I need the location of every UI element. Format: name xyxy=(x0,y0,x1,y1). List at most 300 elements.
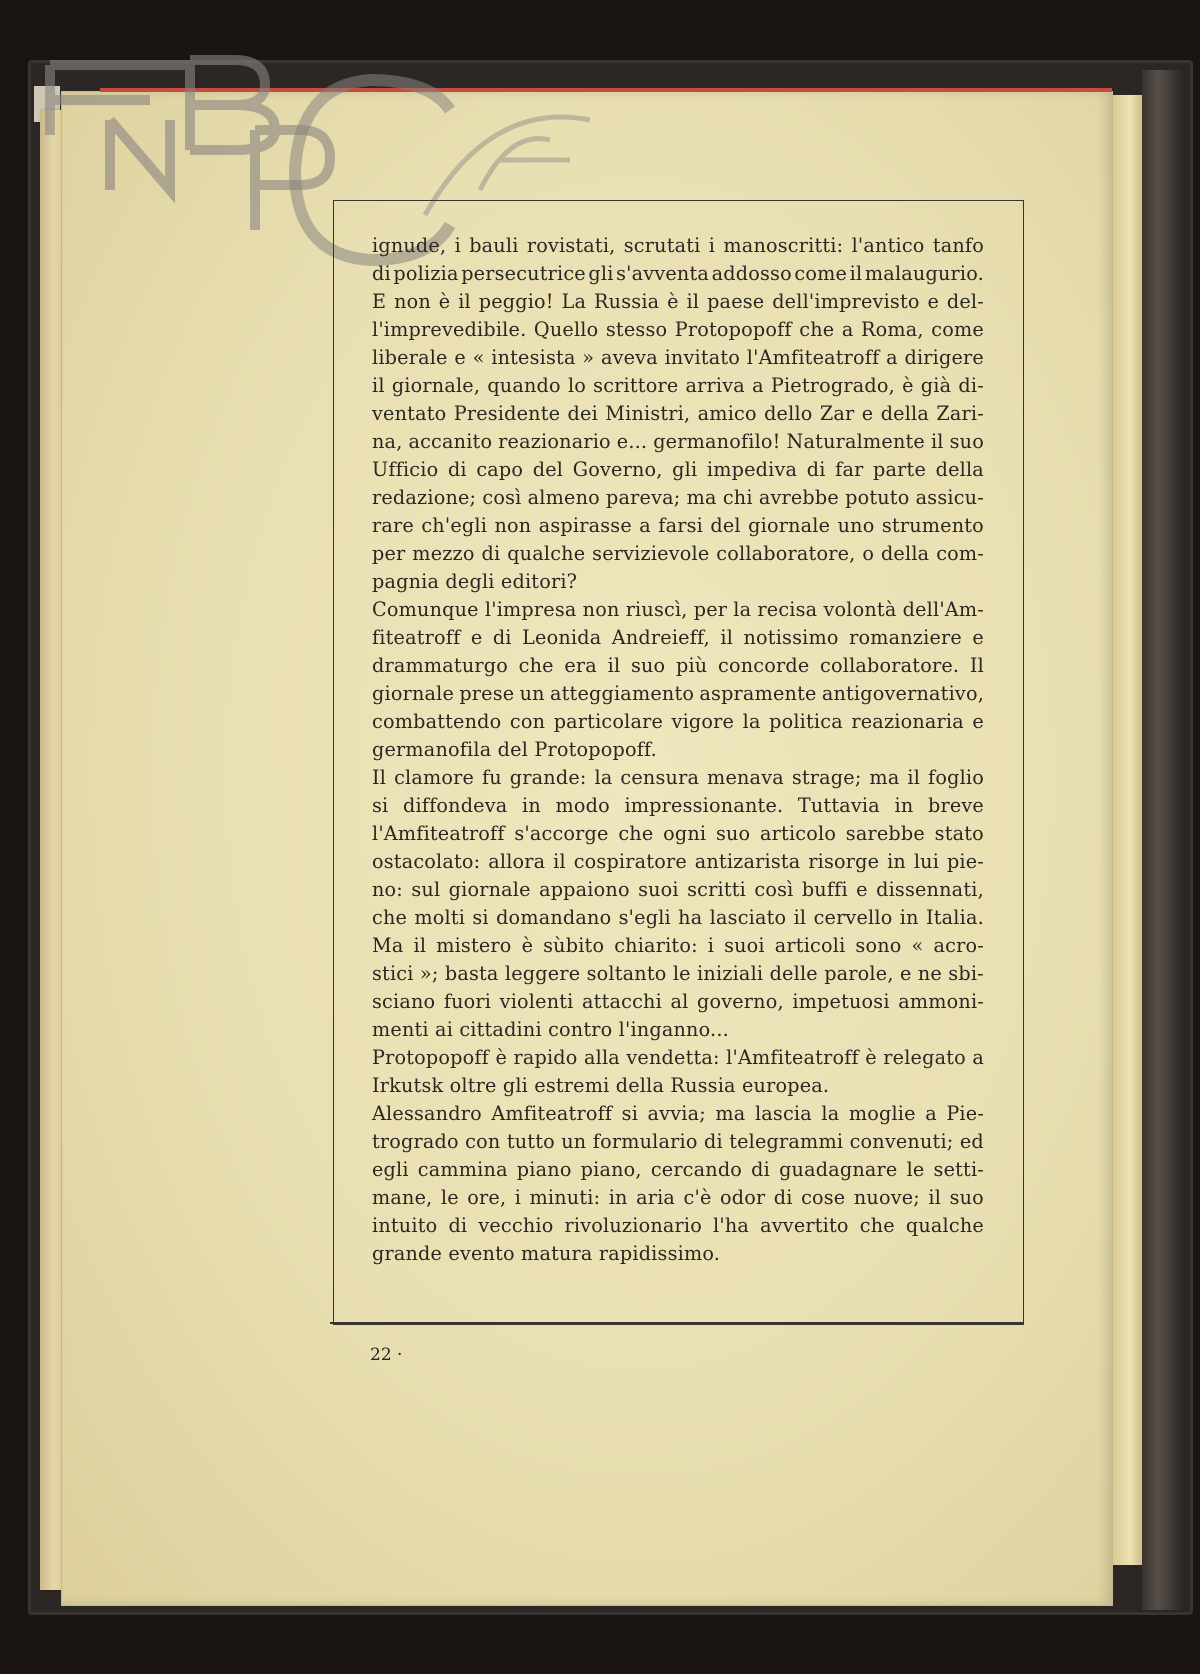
text-word: Quello xyxy=(533,318,599,341)
text-line xyxy=(372,400,984,428)
text-word: alla xyxy=(583,1046,620,1069)
text-word: come xyxy=(794,262,848,285)
text-word: Tuttavia xyxy=(797,794,880,817)
text-word: fiteatroff xyxy=(372,626,461,649)
text-word: l'impresa xyxy=(484,598,577,621)
text-line xyxy=(372,736,984,764)
text-word: i xyxy=(707,934,715,957)
text-word: particolare xyxy=(553,710,664,733)
text-line xyxy=(372,932,984,960)
text-word: con xyxy=(465,1130,501,1153)
text-word: strage; xyxy=(791,766,862,789)
text-word: intuito xyxy=(372,1214,438,1237)
text-word: ma xyxy=(715,1102,746,1125)
text-line xyxy=(372,260,984,288)
text-line xyxy=(372,1212,984,1240)
text-word: Protopopoff xyxy=(674,318,792,341)
text-word: attacchi xyxy=(582,990,662,1013)
text-word: aveva xyxy=(600,346,658,369)
text-word: ma xyxy=(686,486,717,509)
text-line xyxy=(372,764,984,792)
text-word: più xyxy=(675,654,708,677)
text-word: si xyxy=(372,794,389,817)
text-word: dell'imprevisto xyxy=(772,290,920,313)
text-word: ma xyxy=(869,766,900,789)
text-word: in xyxy=(608,1186,628,1209)
text-word: antigovernativo, xyxy=(821,682,984,705)
page-number: 22 · xyxy=(370,1345,403,1365)
text-line xyxy=(372,232,984,260)
text-word: modo xyxy=(555,794,610,817)
text-line xyxy=(372,512,984,540)
text-word: tanfo xyxy=(932,234,984,257)
text-word: chiarito: xyxy=(614,934,698,957)
text-word: suo xyxy=(630,654,666,677)
text-word: il xyxy=(607,654,621,677)
text-line xyxy=(372,904,984,932)
text-line xyxy=(372,876,984,904)
text-word: piano xyxy=(516,1158,572,1181)
text-word: di xyxy=(372,262,391,285)
text-word: » xyxy=(582,346,595,369)
text-word: le xyxy=(906,1158,925,1181)
text-word: potuto xyxy=(845,486,910,509)
text-word: parte xyxy=(873,458,927,481)
text-word: la xyxy=(594,766,613,789)
text-word: del- xyxy=(946,290,984,313)
text-word: politica xyxy=(769,710,843,733)
text-word: s'accorge xyxy=(514,822,609,845)
text-word: malaugurio. xyxy=(864,262,984,285)
text-word: in xyxy=(894,794,914,817)
text-line xyxy=(372,1016,984,1044)
text-word: ed xyxy=(959,1130,984,1153)
text-line xyxy=(372,960,984,988)
text-word: Ma xyxy=(372,934,404,957)
text-word: uno xyxy=(837,514,875,537)
text-word: della xyxy=(880,402,930,425)
text-word: l'antico xyxy=(851,234,925,257)
text-word: così xyxy=(754,878,794,901)
text-word: « xyxy=(911,934,924,957)
text-word: amico xyxy=(697,402,757,425)
text-word: di xyxy=(447,458,467,481)
text-word: Pie- xyxy=(946,1102,984,1125)
text-word: ogni xyxy=(663,822,707,845)
text-word: Comunque xyxy=(372,598,479,621)
text-word: foglio xyxy=(928,766,984,789)
text-line xyxy=(372,1100,984,1128)
text-word: scrutati xyxy=(623,234,701,257)
text-word: lascia xyxy=(754,1102,812,1125)
text-word: paese xyxy=(707,290,765,313)
text-word: a xyxy=(886,346,898,369)
text-line xyxy=(372,792,984,820)
text-line-content: Irkutsk oltre gli estremi della Russia europea. xyxy=(372,1074,830,1097)
text-word: atteggiamento xyxy=(549,682,695,705)
text-word: e xyxy=(927,290,940,313)
text-word: combattendo xyxy=(372,710,502,733)
text-word: lasciato xyxy=(709,906,787,929)
text-word: stici xyxy=(372,962,414,985)
text-word: a xyxy=(841,318,854,341)
text-word: Il xyxy=(969,654,984,677)
text-word: s'avventa xyxy=(616,262,710,285)
text-word: è xyxy=(495,1046,507,1069)
text-line xyxy=(372,596,984,624)
text-word: rapido xyxy=(513,1046,578,1069)
text-word: rovistati, xyxy=(526,234,616,257)
text-line xyxy=(372,456,984,484)
text-word: Pietrogrado, xyxy=(770,374,895,397)
text-word: e xyxy=(972,626,984,649)
text-word: ha xyxy=(678,906,703,929)
text-word: fuori xyxy=(443,990,492,1013)
text-word: c'è xyxy=(683,1186,712,1209)
text-word: lo xyxy=(567,374,587,397)
text-word: germanofilo! xyxy=(653,430,781,453)
text-word: allora xyxy=(488,850,546,873)
frame-bottom-rule xyxy=(330,1322,1023,1324)
text-word: la xyxy=(742,710,761,733)
text-word: Governo, xyxy=(572,458,663,481)
text-word: odor xyxy=(719,1186,766,1209)
text-word: dello xyxy=(764,402,813,425)
text-word: suo xyxy=(949,1186,984,1209)
text-word: con xyxy=(509,710,546,733)
text-word: e... xyxy=(616,430,648,453)
text-word: avvertito xyxy=(760,1214,849,1237)
text-word: il xyxy=(413,934,427,957)
text-line xyxy=(372,428,984,456)
text-word: »; xyxy=(419,962,439,985)
text-word: collaboratore. xyxy=(820,654,960,677)
text-word: l'ha xyxy=(713,1214,750,1237)
text-line xyxy=(372,848,984,876)
text-word: impediva xyxy=(706,458,798,481)
text-word: servizievole xyxy=(592,542,710,565)
text-word: non xyxy=(582,598,620,621)
text-word: non xyxy=(394,290,431,313)
text-word: strumento xyxy=(881,514,984,537)
text-word: è xyxy=(521,934,534,957)
text-word: tutto xyxy=(506,1130,555,1153)
text-word: che xyxy=(799,318,835,341)
text-word: liberale xyxy=(372,346,448,369)
text-word: avrebbe xyxy=(758,486,839,509)
text-word: in xyxy=(522,794,541,817)
text-word: risorge xyxy=(808,850,880,873)
text-word: accanito xyxy=(408,430,493,453)
text-word: persecutrice xyxy=(461,262,586,285)
text-line xyxy=(372,484,984,512)
text-word: governo, xyxy=(696,990,784,1013)
body-text xyxy=(372,232,984,1268)
text-word: acro- xyxy=(933,934,984,957)
text-line xyxy=(372,568,984,596)
text-word: fu xyxy=(482,766,502,789)
text-word: cose xyxy=(801,1186,846,1209)
text-line xyxy=(372,988,984,1016)
text-word: e xyxy=(856,878,868,901)
text-word: ammoni- xyxy=(898,990,984,1013)
text-word: basta xyxy=(444,962,499,985)
text-word: di xyxy=(806,458,826,481)
text-word: bauli xyxy=(469,234,519,257)
text-word: vendetta: xyxy=(626,1046,720,1069)
text-word: è xyxy=(667,290,679,313)
text-word: sbi- xyxy=(948,962,984,985)
text-word: qualche xyxy=(905,1214,984,1237)
text-word: di xyxy=(773,1186,793,1209)
text-word: del xyxy=(710,514,741,537)
text-word: delle xyxy=(769,962,818,985)
text-line xyxy=(372,1128,984,1156)
text-word: che xyxy=(618,822,654,845)
text-word: sul xyxy=(411,878,441,901)
text-word: a xyxy=(925,1102,937,1125)
text-word: telegrammi xyxy=(729,1130,844,1153)
text-word: sùbito xyxy=(543,934,605,957)
text-word: violenti xyxy=(499,990,574,1013)
text-word: buffi xyxy=(801,878,848,901)
text-word: era xyxy=(564,654,597,677)
text-word: leggere xyxy=(504,962,581,985)
text-word: l'Amfiteatroff xyxy=(726,1046,859,1069)
text-word: guadagnare xyxy=(779,1158,898,1181)
text-word: cervello xyxy=(813,906,893,929)
text-word: Russia xyxy=(594,290,660,313)
text-word: capo xyxy=(476,458,524,481)
text-word: l'Amfiteatroff xyxy=(746,346,880,369)
text-word: invitato xyxy=(664,346,741,369)
text-word: cercando xyxy=(650,1158,743,1181)
text-line xyxy=(372,316,984,344)
text-word: i xyxy=(514,1186,522,1209)
text-word: un xyxy=(519,682,545,705)
text-word: del xyxy=(532,458,564,481)
text-word: aspramente xyxy=(699,682,817,705)
text-word: moglie xyxy=(848,1102,916,1125)
text-word: notissimo xyxy=(743,626,839,649)
text-word: il xyxy=(849,262,863,285)
text-word: drammaturgo xyxy=(372,654,508,677)
text-word: e xyxy=(470,626,483,649)
text-word: si xyxy=(621,1102,639,1125)
text-word: sciano xyxy=(372,990,436,1013)
text-word: di xyxy=(703,1130,723,1153)
text-word: ostacolato: xyxy=(372,850,481,873)
text-line xyxy=(372,680,984,708)
text-word: l'Amfiteatroff xyxy=(372,822,505,845)
text-line xyxy=(372,624,984,652)
text-word: manoscritti: xyxy=(723,234,844,257)
text-word: giornale xyxy=(448,878,531,901)
text-line xyxy=(372,344,984,372)
text-word: le xyxy=(440,1186,459,1209)
text-line xyxy=(372,1240,984,1268)
text-word: Leonida xyxy=(522,626,602,649)
text-word: chi xyxy=(722,486,753,509)
text-word: già xyxy=(920,374,952,397)
text-word: recisa xyxy=(757,598,818,621)
text-word: addosso xyxy=(711,262,792,285)
text-word: ch'egli xyxy=(421,514,488,537)
text-word: formulario xyxy=(592,1130,698,1153)
text-word: breve xyxy=(927,794,984,817)
text-line xyxy=(372,372,984,400)
text-word: che xyxy=(859,1214,895,1237)
text-word: dirigere xyxy=(904,346,984,369)
text-word: dissennati, xyxy=(876,878,984,901)
text-word: per xyxy=(693,598,728,621)
text-word: molti xyxy=(414,906,466,929)
text-word: è xyxy=(865,1046,877,1069)
text-word: non xyxy=(494,514,532,537)
text-word: clamore xyxy=(394,766,475,789)
text-word: domandano xyxy=(496,906,612,929)
text-line-content: pagnia degli editori? xyxy=(372,570,578,593)
text-word: pareva; xyxy=(606,486,681,509)
text-word: di xyxy=(481,542,501,565)
text-word: Presidente xyxy=(453,402,561,425)
text-word: qualche xyxy=(507,542,586,565)
text-line xyxy=(372,540,984,568)
text-word: di xyxy=(751,1158,770,1181)
text-word: di xyxy=(448,1214,468,1237)
text-word: Ufficio xyxy=(372,458,439,481)
text-line xyxy=(372,820,984,848)
text-word: com- xyxy=(936,542,984,565)
text-word: sarebbe xyxy=(845,822,925,845)
text-word: è xyxy=(438,290,451,313)
text-word: giornale xyxy=(748,514,831,537)
text-word: il xyxy=(793,906,807,929)
text-word: così xyxy=(482,486,522,509)
text-word: si xyxy=(472,906,489,929)
text-line xyxy=(372,1044,984,1072)
text-word: per xyxy=(372,542,406,565)
book-binding xyxy=(1142,70,1182,1610)
text-word: in xyxy=(887,850,906,873)
text-word: mane, xyxy=(372,1186,433,1209)
text-word: stato xyxy=(934,822,984,845)
text-line xyxy=(372,708,984,736)
text-word: stesso xyxy=(605,318,668,341)
text-word: scritti xyxy=(687,878,747,901)
text-word: e xyxy=(899,962,912,985)
text-line xyxy=(372,1184,984,1212)
text-word: lui xyxy=(913,850,940,873)
text-word: e xyxy=(454,346,466,369)
text-word: sono xyxy=(855,934,902,957)
text-word: Roma, xyxy=(861,318,924,341)
text-word: farsi xyxy=(658,514,703,537)
text-word: suo xyxy=(949,430,984,453)
text-line-content: germanofila del Protopopoff. xyxy=(372,738,657,761)
text-word: che xyxy=(518,654,554,677)
text-word: E xyxy=(372,290,387,313)
text-word: cammina xyxy=(417,1158,508,1181)
text-line xyxy=(372,1156,984,1184)
text-word: aspirasse xyxy=(538,514,632,537)
text-word: che xyxy=(372,906,408,929)
text-word: Andreieff, xyxy=(611,626,710,649)
text-word: le xyxy=(672,962,691,985)
text-word: convenuti; xyxy=(849,1130,954,1153)
text-word: il xyxy=(458,290,471,313)
text-word: a xyxy=(972,1046,984,1069)
text-word: pie- xyxy=(946,850,984,873)
text-word: dei xyxy=(567,402,598,425)
text-word: na, xyxy=(372,430,403,453)
text-word: Il xyxy=(372,766,387,789)
text-word: gli xyxy=(672,458,698,481)
text-word: relegato xyxy=(883,1046,966,1069)
text-word: almeno xyxy=(527,486,600,509)
text-word: come xyxy=(931,318,984,341)
text-line-content: grande evento matura rapidissimo. xyxy=(372,1242,721,1265)
text-word: i xyxy=(454,234,461,257)
text-word: giornale xyxy=(372,682,455,705)
text-word: antizarista xyxy=(694,850,801,873)
text-word: rivoluzionario xyxy=(564,1214,702,1237)
text-word: reazionaria xyxy=(851,710,964,733)
text-word: trogrado xyxy=(372,1130,459,1153)
text-word: collaboratore, xyxy=(716,542,856,565)
text-word: al xyxy=(670,990,689,1013)
text-word: menava xyxy=(707,766,784,789)
text-word: l'imprevedibile. xyxy=(372,318,527,341)
page-top-edge xyxy=(100,88,1112,92)
text-word: suoi xyxy=(724,934,765,957)
text-word: vecchio xyxy=(478,1214,554,1237)
text-word: il xyxy=(907,766,921,789)
text-word: rare xyxy=(372,514,414,537)
text-word: no: xyxy=(372,878,403,901)
text-word: avvia; xyxy=(647,1102,706,1125)
text-word: e xyxy=(972,710,984,733)
text-word: mistero xyxy=(436,934,512,957)
text-word: suo xyxy=(715,822,751,845)
text-word: un xyxy=(561,1130,587,1153)
text-word: diffondeva xyxy=(402,794,508,817)
text-line xyxy=(372,288,984,316)
text-word: impressionante. xyxy=(624,794,784,817)
text-word: impetuosi xyxy=(792,990,890,1013)
text-line xyxy=(372,1072,984,1100)
text-word: appaiono xyxy=(539,878,630,901)
text-word: concorde xyxy=(718,654,810,677)
text-word: dell'Am- xyxy=(902,598,984,621)
text-word: peggio! xyxy=(478,290,554,313)
text-word: a xyxy=(639,514,651,537)
text-word: redazione; xyxy=(372,486,477,509)
text-word: aria xyxy=(636,1186,676,1209)
text-word: e xyxy=(861,402,874,425)
text-word: suoi xyxy=(638,878,679,901)
text-word: il xyxy=(930,430,944,453)
text-word: grande: xyxy=(509,766,587,789)
text-word: Zari- xyxy=(936,402,984,425)
text-word: minuti: xyxy=(529,1186,601,1209)
text-word: o xyxy=(862,542,875,565)
text-word: vigore xyxy=(671,710,735,733)
text-word: articolo xyxy=(760,822,837,845)
page-stack-right xyxy=(1112,95,1142,1565)
text-word: volontà xyxy=(823,598,897,621)
text-word: articoli xyxy=(774,934,846,957)
